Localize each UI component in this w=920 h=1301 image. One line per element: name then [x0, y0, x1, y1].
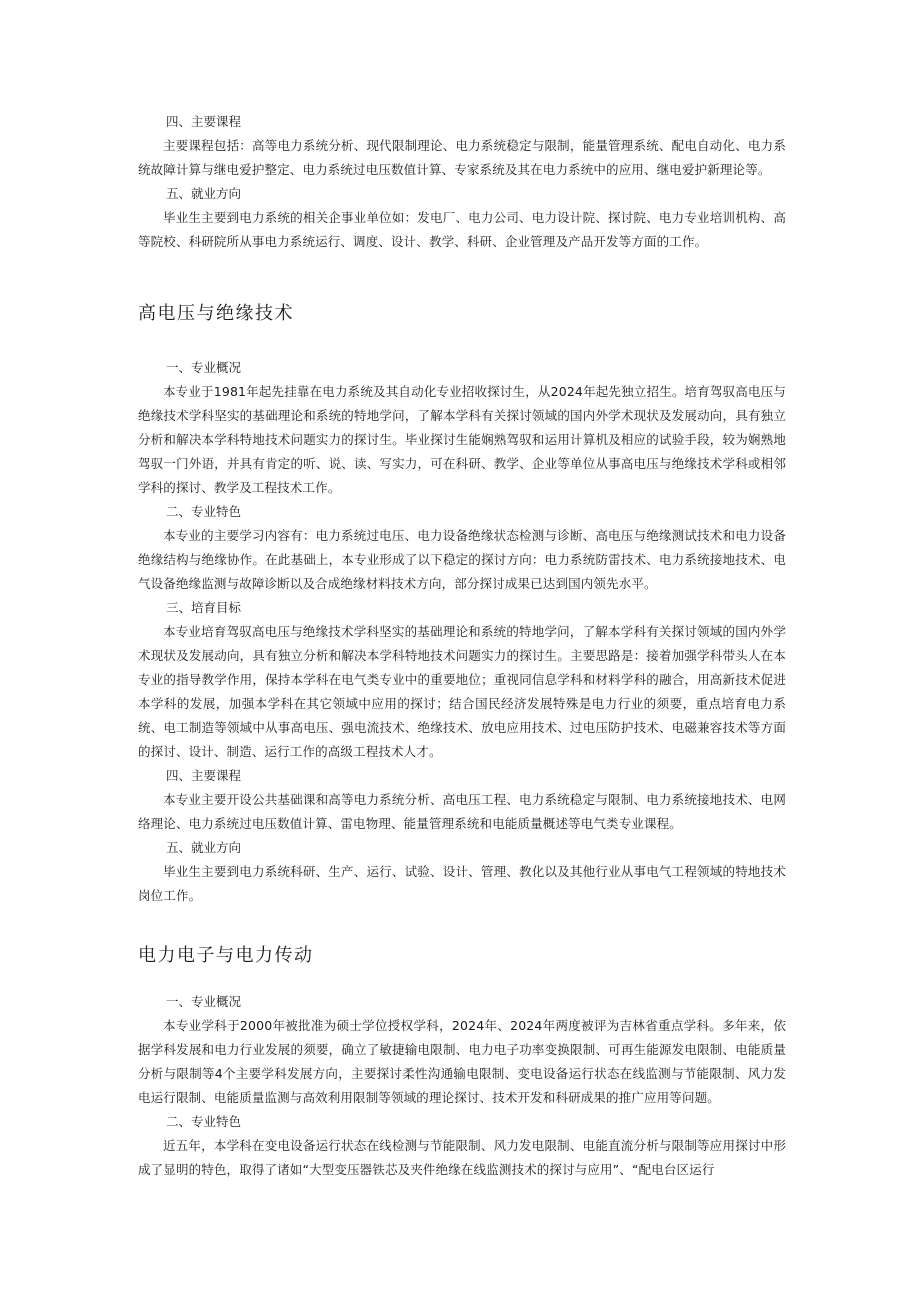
- prev-courses-text: 主要课程包括：高等电力系统分析、现代限制理论、电力系统稳定与限制，能量管理系统、配电自动化、电力系统故障计算与继电爱护整定、电力系统过电压数值计算、专家系统及其在电力系统中的应用、继电爱护新理论等。: [138, 138, 786, 177]
- hv-overview-heading: 一、专业概况: [166, 360, 242, 375]
- hv-courses-text: 本专业主要开设公共基础课和高等电力系统分析、高电压工程、电力系统稳定与限制、电力系统接地技术、电网络理论、电力系统过电压数值计算、雷电物理、能量管理系统和电能质量概述等电气类专业课程。: [138, 792, 786, 831]
- hv-features-heading: 二、专业特色: [166, 504, 242, 519]
- hv-career-heading: 五、就业方向: [166, 840, 242, 855]
- hv-section-title: 高电压与绝缘技术: [138, 303, 294, 324]
- document-page: [138, 110, 786, 1182]
- hv-courses-heading: 四、主要课程: [166, 768, 242, 783]
- hv-career-text: 毕业生主要到电力系统科研、生产、运行、试验、设计、管理、教化以及其他行业从事电气工程领域的特地技术岗位工作。: [138, 864, 786, 903]
- pe-section-title: 电力电子与电力传动: [138, 945, 314, 966]
- prev-career-text: 毕业生主要到电力系统的相关企事业单位如：发电厂、电力公司、电力设计院、探讨院、电力专业培训机构、高等院校、科研院所从事电力系统运行、调度、设计、教学、科研、企业管理及产品开发等方面的工作。: [138, 210, 786, 249]
- pe-features-text: 近五年，本学科在变电设备运行状态在线检测与节能限制、风力发电限制、电能直流分析与限制等应用探讨中形成了显明的特色，取得了诸如“大型变压器铁芯及夹件绝缘在线监测技术的探讨与应用”、“配电台区运行: [138, 1138, 786, 1177]
- hv-goals-heading: 三、培育目标: [166, 600, 242, 615]
- prev-courses-heading: 四、主要课程: [166, 114, 242, 129]
- hv-goals-text: 本专业培育驾驭高电压与绝缘技术学科坚实的基础理论和系统的特地学问，了解本学科有关探讨领域的国内外学术现状及发展动向，具有独立分析和解决本学科特地技术问题实力的探讨生。主要思路是：接着加强学科带头人在本专业的指导教学作用，保持本学科在电气类专业中的重要地位；重视同信息学科和材料学科的融合，用高新技术促进本学科的发展，加强本学科在其它领域中应用的探讨；结合国民经济发展特殊是电力行业的须要，重点培育电力系统、电工制造等领域中从事高电压、强电流技术、绝缘技术、放电应用技术、过电压防护技术、电磁兼容技术等方面的探讨、设计、制造、运行工作的高级工程技术人才。: [138, 624, 786, 759]
- pe-overview-text: 本专业学科于2000年被批准为硕士学位授权学科，2024年、2024年两度被评为吉林省重点学科。多年来，依据学科发展和电力行业发展的须要，确立了敏捷输电限制、电力电子功率变换限制、可再生能源发电限制、电能质量分析与限制等4个主要学科发展方向，主要探讨柔性沟通输电限制、变电设备运行状态在线监测与节能限制、风力发电运行限制、电能质量监测与高效利用限制等领域的理论探讨、技术开发和科研成果的推广应用等问题。: [138, 1018, 786, 1105]
- pe-overview-heading: 一、专业概况: [166, 994, 242, 1009]
- hv-overview-text: 本专业于1981年起先挂靠在电力系统及其自动化专业招收探讨生，从2024年起先独立招生。培育驾驭高电压与绝缘技术学科坚实的基础理论和系统的特地学问，了解本学科有关探讨领域的国内外学术现状及发展动向，具有独立分析和解决本学科特地技术问题实力的探讨生。毕业探讨生能娴熟驾驭和运用计算机及相应的试验手段，较为娴熟地驾驭一门外语，并具有肯定的听、说、读、写实力，可在科研、教学、企业等单位从事高电压与绝缘技术学科或相邻学科的探讨、教学及工程技术工作。: [138, 384, 786, 495]
- hv-features-text: 本专业的主要学习内容有：电力系统过电压、电力设备绝缘状态检测与诊断、高电压与绝缘测试技术和电力设备绝缘结构与绝缘协作。在此基础上，本专业形成了以下稳定的探讨方向：电力系统防雷技术、电力系统接地技术、电气设备绝缘监测与故障诊断以及合成绝缘材料技术方向，部分探讨成果已达到国内领先水平。: [138, 528, 786, 591]
- prev-career-heading: 五、就业方向: [166, 186, 242, 201]
- pe-features-heading: 二、专业特色: [166, 1114, 242, 1129]
